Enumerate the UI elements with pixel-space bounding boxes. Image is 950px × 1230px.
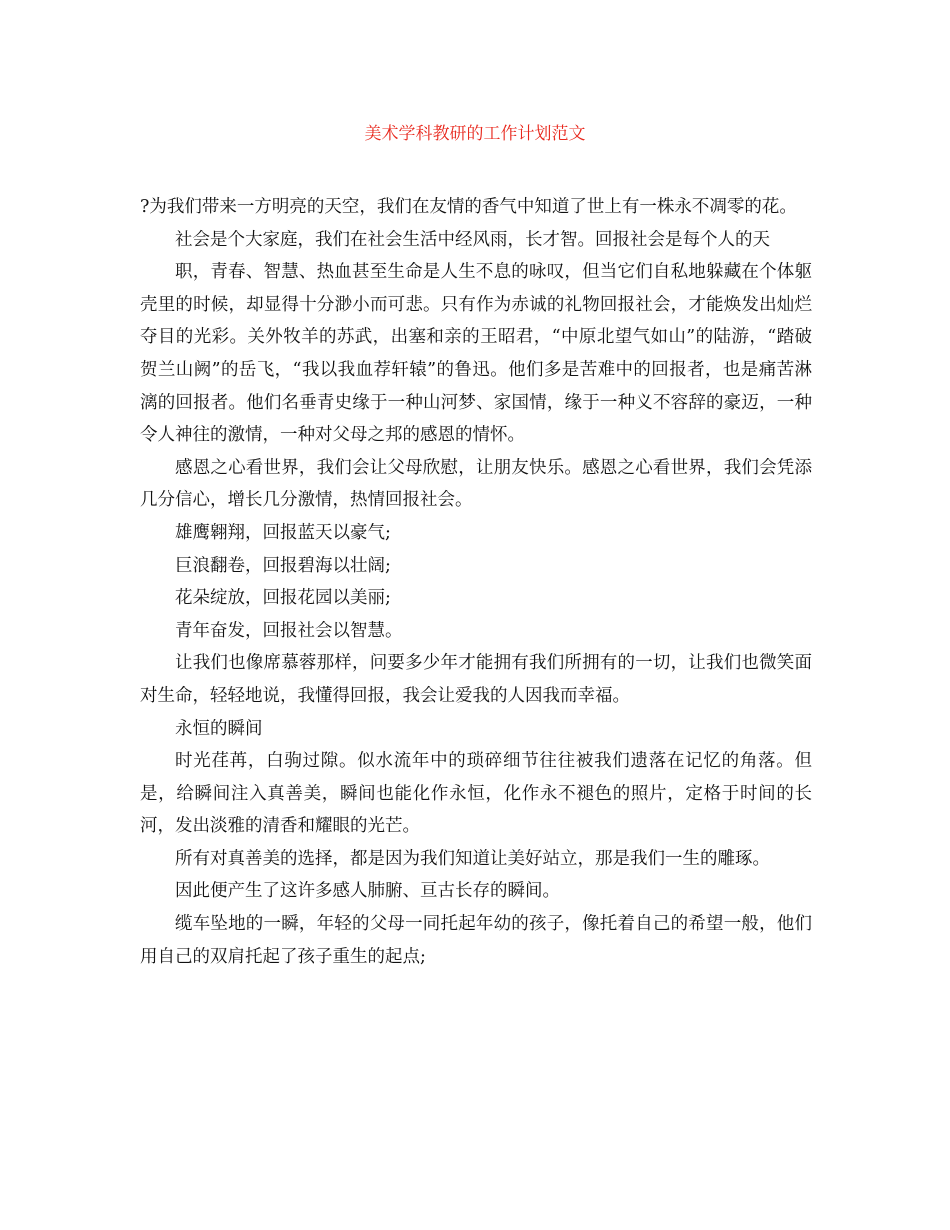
paragraph: 社会是个大家庭，我们在社会生活中经风雨，长才智。回报社会是每个人的天 (175, 229, 770, 250)
section-heading: 永恒的瞬间 (175, 718, 263, 739)
paragraph: 所有对真善美的选择，都是因为我们知道让美好站立，那是我们一生的雕琢。 (175, 848, 770, 869)
document-body (140, 191, 812, 973)
paragraph: 巨浪翻卷，回报碧海以壮阔; (175, 555, 391, 576)
paragraph: 缆车坠地的一瞬，年轻的父母一同托起年幼的孩子，像托着自己的希望一般，他们用自己的双肩托起了孩子重生的起点; (140, 914, 812, 967)
paragraph: ?为我们带来一方明亮的天空，我们在友情的香气中知道了世上有一株永不凋零的花。 (140, 197, 797, 217)
document-title: 美术学科教研的工作计划范文 (364, 124, 586, 144)
paragraph: 让我们也像席慕蓉那样，问要多少年才能拥有我们所拥有的一切，让我们也微笑面对生命，轻轻地说，我懂得回报，我会让爱我的人因我而幸福。 (140, 653, 812, 706)
paragraph: 因此便产生了这许多感人肺腑、亘古长存的瞬间。 (175, 881, 560, 902)
paragraph: 青年奋发，回报社会以智慧。 (175, 620, 403, 641)
paragraph: 感恩之心看世界，我们会让父母欣慰，让朋友快乐。感恩之心看世界，我们会凭添几分信心，增长几分激情，热情回报社会。 (140, 457, 812, 511)
paragraph: 时光荏苒，白驹过隙。似水流年中的琐碎细节往往被我们遗落在记忆的角落。但是，给瞬间注入真善美，瞬间也能化作永恒，化作永不褪色的照片，定格于时间的长河，发出淡雅的清香和耀眼的光芒。 (140, 751, 812, 837)
paragraph: 花朵绽放，回报花园以美丽; (175, 588, 391, 609)
paragraph: 雄鹰翱翔，回报蓝天以豪气; (175, 522, 391, 543)
paragraph: 职，青春、智慧、热血甚至生命是人生不息的咏叹，但当它们自私地躲藏在个体躯壳里的时候，却显得十分渺小而可悲。只有作为赤诚的礼物回报社会，才能焕发出灿烂夺目的光彩。关外牧羊的苏武，出塞和亲的王昭君，“中原北望气如山”的陆游，“踏破贺兰山阙”的岳飞，“我以我血荐轩辕”的鲁迅。他们多是苦难中的回报者，也是痛苦淋漓的回报者。他们名垂青史缘于一种山河梦、家国情，缘于一种义不容辞的豪迈，一种令人神往的激情，一种对父母之邦的感恩的情怀。 (140, 262, 812, 446)
